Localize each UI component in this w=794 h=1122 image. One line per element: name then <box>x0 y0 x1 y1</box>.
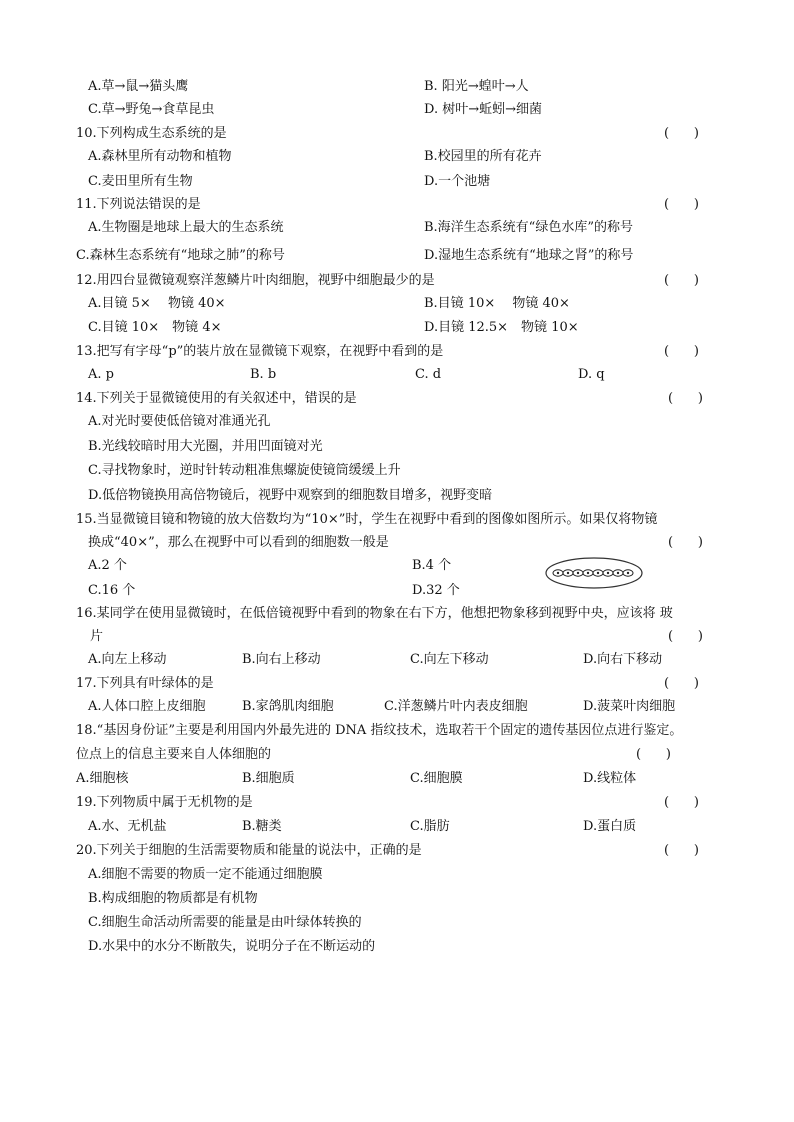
q20-stem: 20.下列关于细胞的生活需要物质和能量的说法中，正确的是 <box>76 843 422 858</box>
q11-option-c: C.森林生态系统有“地球之肺”的称号 <box>76 248 285 263</box>
q12-option-a: A.目镜 5× 物镜 40× <box>88 296 226 311</box>
q16-answer-blank[interactable]: ( ) <box>668 629 703 644</box>
q20-option-d: D.水果中的水分不断散失，说明分子在不断运动的 <box>88 939 376 954</box>
q15-answer-blank[interactable]: ( ) <box>668 535 703 550</box>
q17-option-d: D.菠菜叶肉细胞 <box>583 699 676 714</box>
q17-answer-blank[interactable]: ( ) <box>664 676 699 691</box>
q14-option-d: D.低倍物镜换用高倍物镜后，视野中观察到的细胞数目增多，视野变暗 <box>88 488 493 503</box>
q13-answer-blank[interactable]: ( ) <box>664 344 699 359</box>
q15-option-a: A.2 个 <box>88 558 127 573</box>
q18-stem: 18.“基因身份证”主要是利用国内外最先进的 DNA 指纹技术，选取若干个固定的遗传基因位点进行鉴定。 <box>76 723 683 738</box>
q12-option-c: C.目镜 10× 物镜 4× <box>88 320 222 335</box>
q19-option-d: D.蛋白质 <box>583 819 637 834</box>
q19-option-c: C.脂肪 <box>410 819 450 834</box>
q12-option-d: D.目镜 12.5× 物镜 10× <box>424 320 579 335</box>
q19-option-a: A.水、无机盐 <box>88 819 167 834</box>
q9-option-c: C.草→野兔→食草昆虫 <box>88 102 215 117</box>
q10-option-b: B.校园里的所有花卉 <box>424 149 542 164</box>
q15-option-b: B.4 个 <box>412 558 452 573</box>
q20-option-c: C.细胞生命活动所需要的能量是由叶绿体转换的 <box>88 915 362 930</box>
q15-stem-continued: 换成“40×”，那么在视野中可以看到的细胞数一般是 <box>88 535 389 550</box>
q19-stem: 19.下列物质中属于无机物的是 <box>76 795 253 810</box>
q12-answer-blank[interactable]: ( ) <box>664 273 699 288</box>
q15-option-c: C.16 个 <box>88 583 136 598</box>
q16-option-b: B.向右上移动 <box>242 652 321 667</box>
q9-option-d: D. 树叶→蚯蚓→细菌 <box>424 102 543 117</box>
q20-option-a: A.细胞不需要的物质一定不能通过细胞膜 <box>88 867 323 882</box>
q16-option-c: C.向左下移动 <box>410 652 489 667</box>
q18-option-a: A.细胞核 <box>76 771 129 786</box>
q16-option-a: A.向左上移动 <box>88 652 167 667</box>
microscope-field-figure <box>544 556 644 590</box>
q10-option-d: D.一个池塘 <box>424 174 491 189</box>
q11-option-d: D.湿地生态系统有“地球之肾”的称号 <box>424 248 634 263</box>
q18-option-c: C.细胞膜 <box>410 771 463 786</box>
q16-stem-continued: 片 <box>90 629 104 644</box>
q10-answer-blank[interactable]: ( ) <box>664 126 699 141</box>
q12-option-b: B.目镜 10× 物镜 40× <box>424 296 570 311</box>
q14-option-c: C.寻找物象时，逆时针转动粗准焦螺旋使镜筒缓缓上升 <box>88 463 401 478</box>
q10-option-c: C.麦田里所有生物 <box>88 174 193 189</box>
q13-option-b: B. b <box>250 367 277 382</box>
q14-answer-blank[interactable]: ( ) <box>668 391 703 406</box>
q18-option-d: D.线粒体 <box>583 771 637 786</box>
q14-option-b: B.光线较暗时用大光圈，并用凹面镜对光 <box>88 439 323 454</box>
q17-option-c: C.洋葱鳞片叶内表皮细胞 <box>384 699 528 714</box>
q18-option-b: B.细胞质 <box>242 771 295 786</box>
q13-option-a: A. p <box>88 367 114 382</box>
q13-stem: 13.把写有字母“p”的装片放在显微镜下观察，在视野中看到的是 <box>76 344 444 359</box>
q11-option-b: B.海洋生态系统有“绿色水库”的称号 <box>424 220 633 235</box>
q18-stem-continued: 位点上的信息主要来自人体细胞的 <box>76 747 272 762</box>
q16-stem: 16.某同学在使用显微镜时，在低倍镜视野中看到的物象在右下方，他想把物象移到视野中央，应该将 玻 <box>76 606 673 621</box>
q20-answer-blank[interactable]: ( ) <box>664 843 699 858</box>
q13-option-c: C. d <box>415 367 442 382</box>
q19-answer-blank[interactable]: ( ) <box>664 795 699 810</box>
q15-option-d: D.32 个 <box>412 583 460 598</box>
q10-option-a: A.森林里所有动物和植物 <box>88 149 232 164</box>
q11-option-a: A.生物圈是地球上最大的生态系统 <box>88 220 284 235</box>
q14-stem: 14.下列关于显微镜使用的有关叙述中，错误的是 <box>76 391 357 406</box>
q11-stem: 11.下列说法错误的是 <box>76 197 201 212</box>
q14-option-a: A.对光时要使低倍镜对准通光孔 <box>88 414 271 429</box>
q11-answer-blank[interactable]: ( ) <box>664 197 699 212</box>
q17-option-b: B.家鸽肌肉细胞 <box>242 699 334 714</box>
q17-stem: 17.下列具有叶绿体的是 <box>76 676 214 691</box>
q15-stem: 15.当显微镜目镜和物镜的放大倍数均为“10×”时，学生在视野中看到的图像如图所示。如果仅将物镜 <box>76 512 658 527</box>
q18-answer-blank[interactable]: ( ) <box>636 747 671 762</box>
q20-option-b: B.构成细胞的物质都是有机物 <box>88 891 258 906</box>
q9-option-a: A.草→鼠→猫头鹰 <box>88 79 189 94</box>
q16-option-d: D.向右下移动 <box>583 652 663 667</box>
q9-option-b: B. 阳光→蝗叶→人 <box>424 79 529 94</box>
q13-option-d: D. q <box>578 367 605 382</box>
q17-option-a: A.人体口腔上皮细胞 <box>88 699 206 714</box>
q10-stem: 10.下列构成生态系统的是 <box>76 126 227 141</box>
q19-option-b: B.糖类 <box>242 819 282 834</box>
q12-stem: 12.用四台显微镜观察洋葱鳞片叶肉细胞，视野中细胞最少的是 <box>76 273 435 288</box>
